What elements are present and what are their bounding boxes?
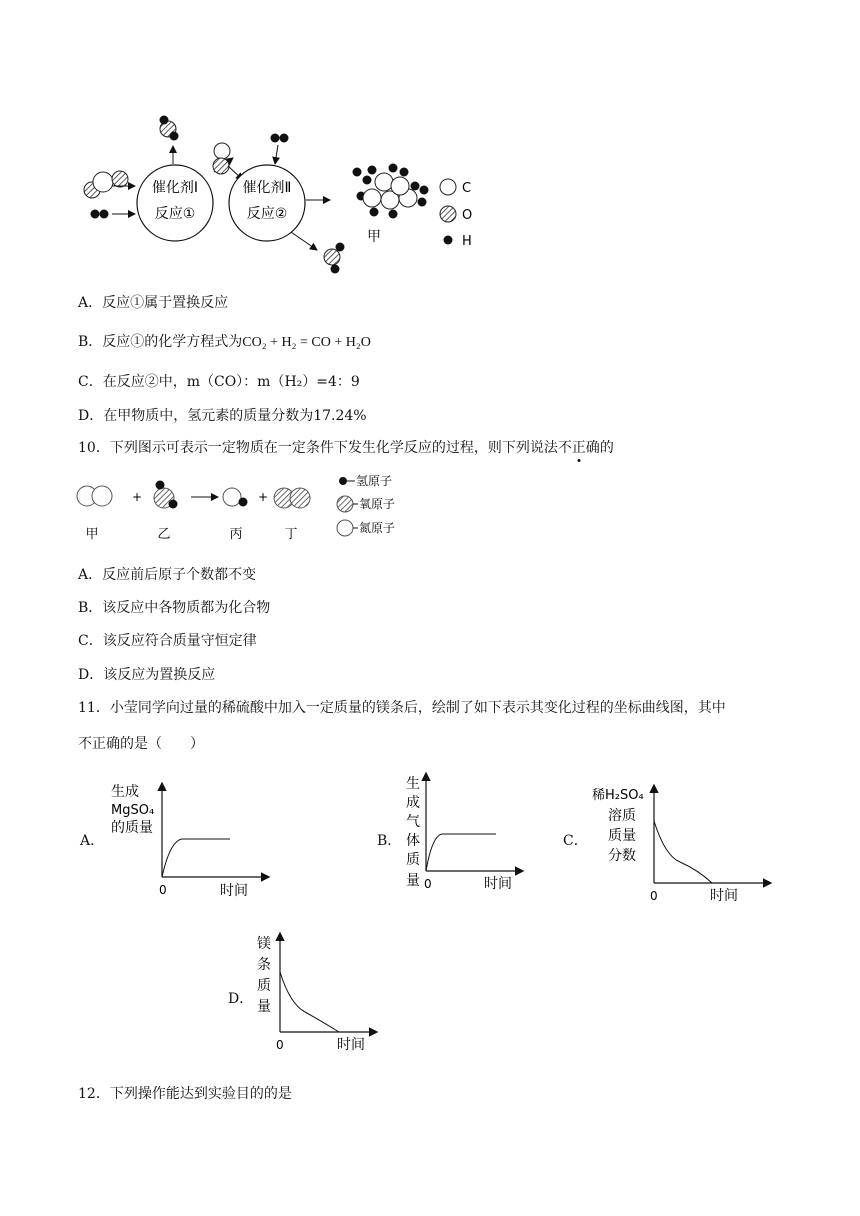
label-yi: 乙	[157, 527, 171, 542]
co2-molecule-icon	[84, 171, 128, 198]
svg-text:+: +	[258, 490, 269, 504]
product-label: 甲	[367, 229, 381, 245]
svg-text:条: 条	[257, 957, 271, 973]
graph-d	[253, 928, 383, 1058]
svg-text:0: 0	[650, 889, 658, 903]
q9-option-b	[78, 331, 371, 351]
co-molecule-icon	[213, 143, 230, 174]
svg-text:0: 0	[276, 1038, 284, 1052]
svg-text:时间: 时间	[337, 1037, 365, 1053]
reaction-diagram-q9	[75, 110, 495, 280]
legend-c: C	[462, 181, 472, 196]
svg-text:质: 质	[406, 852, 420, 868]
svg-text:时间: 时间	[220, 883, 248, 899]
q10-option-b: B．该反应中各物质都为化合物	[78, 600, 271, 616]
legend-nitrogen: 氮原子	[359, 521, 396, 535]
q10-stem-main: 10．下列图示可表示一定物质在一定条件下发生化学反应的过程，则下列说法	[78, 440, 558, 456]
h2o-molecule-icon-2	[324, 243, 345, 274]
h2-molecule-icon-2	[271, 134, 289, 143]
svg-text:成: 成	[406, 795, 420, 811]
reaction-diagram-q10	[75, 470, 420, 545]
reactor-1-subtitle: 反应①	[154, 206, 196, 222]
reactor-2	[229, 165, 305, 241]
svg-text:量: 量	[257, 999, 271, 1015]
q11-stem-line2: 不正确的是（ ）	[78, 736, 204, 752]
svg-text:生成: 生成	[111, 784, 139, 800]
svg-text:生: 生	[406, 776, 420, 792]
reactor-2-subtitle: 反应②	[246, 206, 288, 222]
svg-text:时间: 时间	[484, 876, 512, 892]
svg-text:时间: 时间	[710, 888, 738, 904]
graph-d-option: D．	[228, 991, 254, 1007]
svg-text:的质量: 的质量	[111, 820, 153, 836]
label-ding: 丁	[284, 527, 298, 542]
svg-text:体: 体	[406, 833, 420, 849]
svg-text:稀H₂SO₄: 稀H₂SO₄	[592, 788, 644, 803]
legend	[440, 179, 472, 249]
h2-molecule-icon	[91, 210, 109, 219]
svg-text:质量: 质量	[608, 828, 636, 844]
legend-h: H	[462, 234, 472, 249]
h2o-molecule-icon	[160, 116, 179, 141]
q9-option-b-text: B．反应①的化学方程式为	[78, 334, 243, 350]
svg-text:分数: 分数	[608, 848, 636, 864]
reactor-2-title: 催化剂Ⅱ	[242, 180, 292, 196]
q10-stem-emphasis: 不正确	[557, 440, 600, 456]
q9-option-d: D．在甲物质中，氢元素的质量分数为17.24%	[78, 408, 367, 424]
svg-text:镁: 镁	[257, 936, 271, 952]
q10-option-d: D．该反应为置换反应	[78, 667, 216, 683]
q9-option-a: A．反应①属于置换反应	[78, 295, 229, 311]
reactor-1	[137, 165, 213, 241]
legend-o: O	[462, 208, 473, 223]
q11-stem-line1: 11．小莹同学向过量的稀硫酸中加入一定质量的镁条后，绘制了如下表示其变化过程的坐标曲线图，其中	[78, 700, 726, 716]
svg-text:溶质: 溶质	[608, 808, 636, 824]
q12-stem: 12．下列操作能达到实验目的的是	[78, 1086, 292, 1102]
q9-option-b-equation: CO₂ + H₂ = CO + H₂O	[242, 335, 371, 350]
svg-text:气: 气	[406, 814, 420, 830]
graph-b	[402, 768, 532, 898]
legend-hydrogen: 氢原子	[356, 474, 393, 488]
legend-oxygen: 氧原子	[359, 497, 396, 511]
graph-a	[108, 776, 278, 901]
svg-text:0: 0	[424, 877, 432, 891]
label-bing: 丙	[229, 527, 243, 542]
graph-b-option: B．	[377, 833, 402, 849]
graph-a-option: A．	[80, 833, 105, 849]
svg-text:0: 0	[159, 883, 167, 897]
reactor-1-title: 催化剂Ⅰ	[151, 180, 199, 196]
svg-text:MgSO₄: MgSO₄	[111, 803, 155, 818]
svg-text:质: 质	[257, 978, 271, 994]
q10-option-a: A．反应前后原子个数都不变	[78, 567, 257, 583]
q9-option-c: C．在反应②中，m（CO）：m（H₂）=4：9	[78, 374, 360, 390]
svg-text:+: +	[132, 490, 143, 504]
q10-stem-end: 的	[599, 440, 614, 456]
graph-c-option: C．	[563, 833, 588, 849]
label-jia: 甲	[85, 527, 99, 542]
product-jia-molecule-icon	[353, 164, 429, 219]
q10-option-c: C．该反应符合质量守恒定律	[78, 633, 257, 649]
q10-stem	[78, 437, 614, 457]
graph-c	[590, 776, 775, 906]
svg-text:量: 量	[406, 873, 420, 889]
